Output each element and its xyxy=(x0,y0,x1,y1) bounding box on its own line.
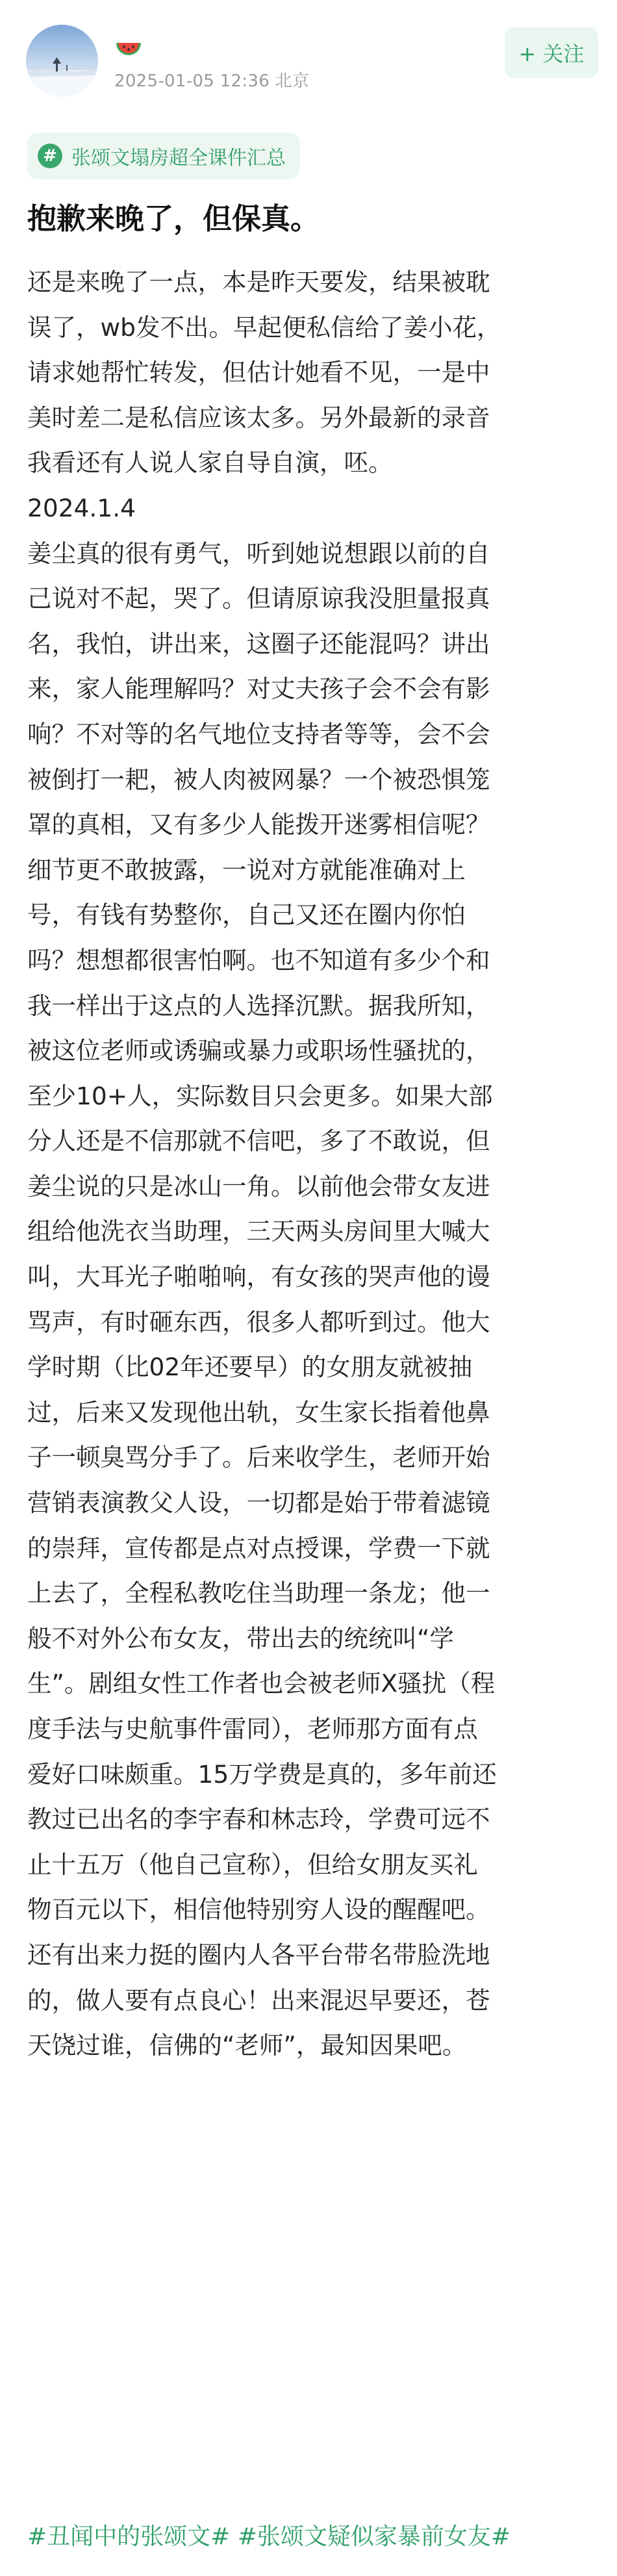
post-body-line: 子一顿臭骂分手了。后来收学生，老师开始 xyxy=(27,1443,490,1472)
post-body-line: 止十五万（他自己宣称），但给女朋友买礼 xyxy=(27,1850,478,1879)
post-body-line: 还有出来力挺的圈内人各平台带名带脸洗地 xyxy=(27,1940,490,1969)
post-body-line: 我一样出于这点的人选择沉默。据我所知， xyxy=(27,991,490,1020)
post-body-line: 细节更不敢披露，一说对方就能准确对上 xyxy=(27,855,466,884)
post-body-line: 美时差二是私信应该太多。另外最新的录音 xyxy=(27,403,490,432)
post-body-line: 的，做人要有点良心！出来混迟早要还，苍 xyxy=(27,1985,490,2015)
post-body-line: 教过已出名的李宇春和林志玲，学费可远不 xyxy=(27,1805,490,1834)
post-body-line: 生”。剧组女性工作者也会被老师X骚扰（程 xyxy=(27,1669,496,1698)
post-body-line: 物百元以下，相信他特别穷人设的醒醒吧。 xyxy=(27,1895,490,1924)
post-body-line: 骂声，有时砸东西，很多人都听到过。他大 xyxy=(27,1307,490,1336)
post-body-line: 组给他洗衣当助理，三天两头房间里大喊大 xyxy=(27,1217,490,1246)
post-body-line: 请求她帮忙转发，但估计她看不见，一是中 xyxy=(27,358,490,387)
hash-icon: # xyxy=(38,144,62,168)
post-body xyxy=(27,260,599,2069)
post-body-line: 般不对外公布女友，带出去的统统叫“学 xyxy=(27,1624,454,1653)
post-body-line: 营销表演教父人设，一切都是始于带着滤镜 xyxy=(27,1488,490,1518)
post-header xyxy=(0,0,617,136)
post-body-line: 过，后来又发现他出轨，女生家长指着他鼻 xyxy=(27,1397,490,1427)
avatar-image xyxy=(26,25,98,97)
topic-chip[interactable] xyxy=(27,133,300,179)
post-body-line: 姜尘真的很有勇气，听到她说想跟以前的自 xyxy=(27,539,490,568)
post-body-line: 吗？想想都很害怕啊。也不知道有多少个和 xyxy=(27,945,490,975)
post-body-line: 己说对不起，哭了。但请原谅我没胆量报真 xyxy=(27,584,490,613)
post-body-line: 天饶过谁，信佛的“老师”，最知因果吧。 xyxy=(27,2031,467,2060)
post-body-line: 名，我怕，讲出来，这圈子还能混吗？讲出 xyxy=(27,629,490,658)
post-timestamp: 2025-01-05 12:36 北京 xyxy=(114,71,310,91)
post-body-line: 来，家人能理解吗？对丈夫孩子会不会有影 xyxy=(27,674,490,704)
post-body-line: 罩的真相，又有多少人能拨开迷雾相信呢？ xyxy=(27,810,490,839)
post-body-line: 响？不对等的名气地位支持者等等，会不会 xyxy=(27,719,490,748)
post-body-line: 号，有钱有势整你，自己又还在圈内你怕 xyxy=(27,900,466,930)
post-body-line: 爱好口味颇重。15万学费是真的，多年前还 xyxy=(27,1759,497,1789)
post-body-line: 2024.1.4 xyxy=(27,493,136,522)
post-body-line: 被这位老师或诱骗或暴力或职场性骚扰的， xyxy=(27,1036,490,1065)
post-body-line: 分人还是不信那就不信吧，多了不敢说，但 xyxy=(27,1127,490,1156)
post-body-line: 还是来晚了一点，本是昨天要发，结果被耽 xyxy=(27,268,490,296)
post-title: 抱歉来晚了，但保真。 xyxy=(27,201,320,236)
avatar[interactable] xyxy=(26,25,98,97)
post-body-line: 叫，大耳光子啪啪响，有女孩的哭声他的谩 xyxy=(27,1262,490,1292)
post-body-line: 上去了，全程私教吃住当助理一条龙；他一 xyxy=(27,1579,490,1608)
follow-button[interactable]: + 关注 xyxy=(505,27,598,78)
post-body-line: 至少10+人，实际数目只会更多。如果大部 xyxy=(27,1081,493,1110)
post-body-line: 被倒打一耙，被人肉被网暴？一个被恐惧笼 xyxy=(27,765,490,794)
post-body-line: 姜尘说的只是冰山一角。以前他会带女友进 xyxy=(27,1171,490,1201)
topic-chip-label: 张颂文塌房超全课件汇总 xyxy=(71,147,286,170)
post-body-line: 误了，wb发不出。早起便私信给了姜小花， xyxy=(27,312,501,342)
post-body-line: 学时期（比02年还要早）的女朋友就被抽 xyxy=(27,1353,473,1382)
post-hashtags[interactable]: #丑闻中的张颂文# #张颂文疑似家暴前女友# xyxy=(27,2523,511,2550)
watermelon-icon xyxy=(114,39,143,61)
post-body-line: 的崇拜，宣传都是点对点授课，学费一下就 xyxy=(27,1533,490,1562)
post-body-line: 我看还有人说人家自导自演，呸。 xyxy=(27,448,393,478)
post-body-line: 度手法与史航事件雷同），老师那方面有点 xyxy=(27,1715,478,1743)
